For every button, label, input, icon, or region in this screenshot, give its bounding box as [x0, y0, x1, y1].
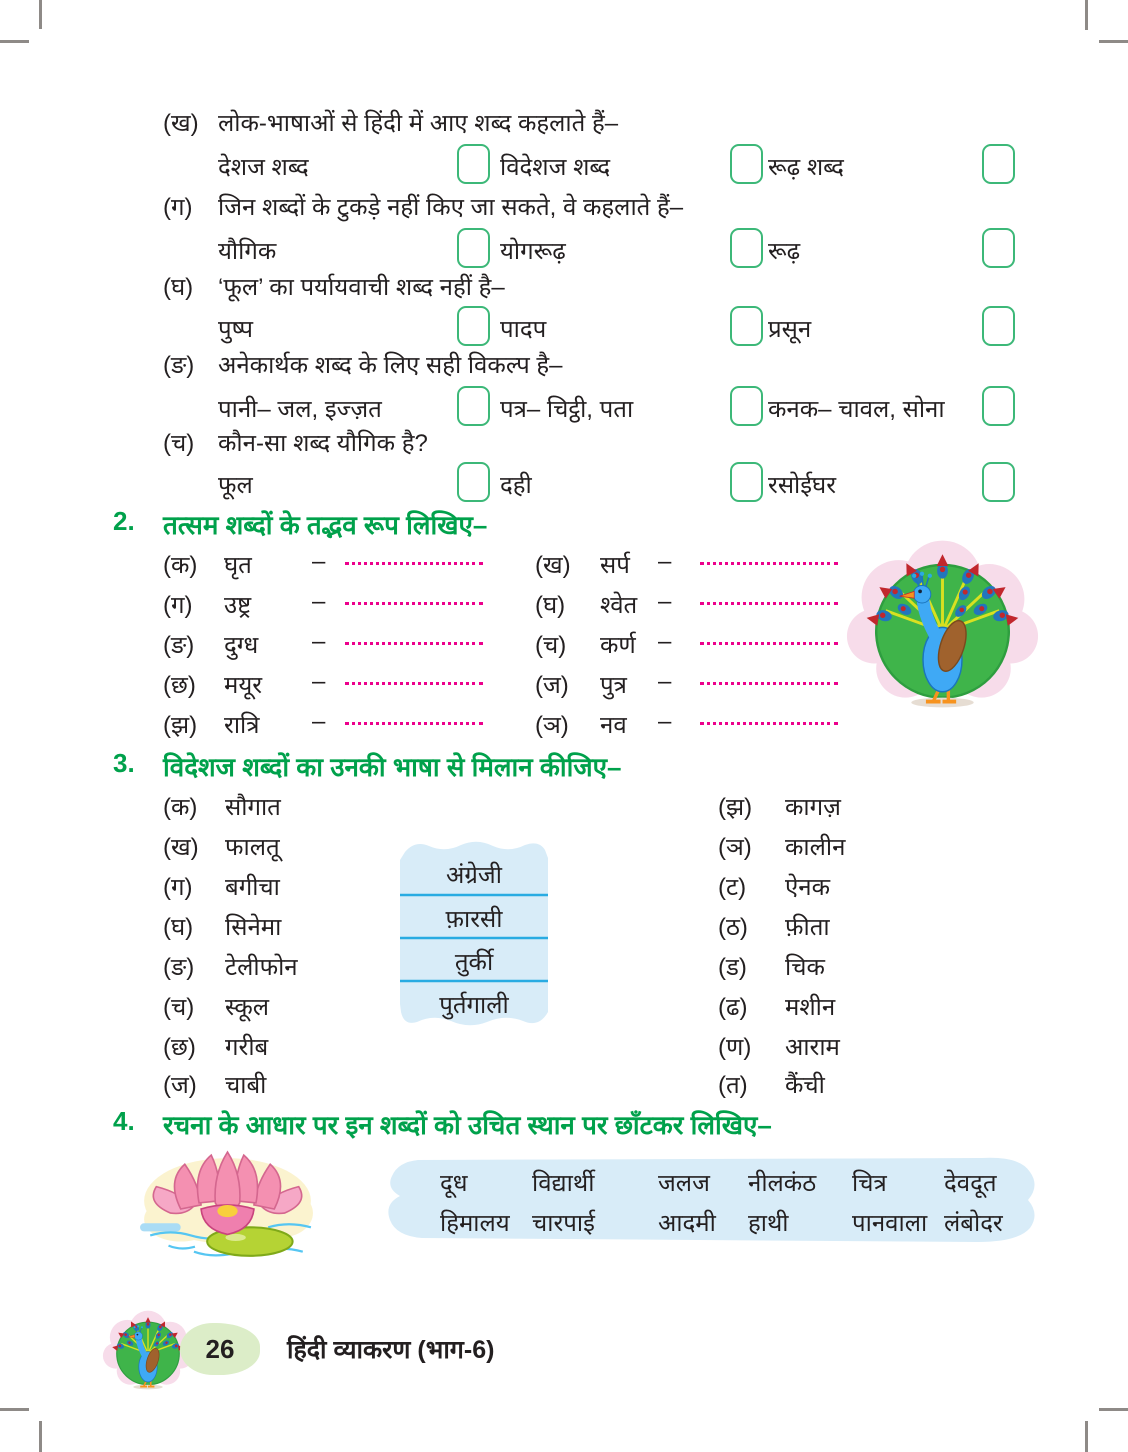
question-heading-text: तत्सम शब्दों के तद्भव रूप लिखिए– — [163, 510, 488, 540]
match-item: चाबी — [225, 1072, 267, 1099]
dash: – — [658, 588, 672, 615]
item-letter: (ग) — [163, 874, 193, 901]
answer-checkbox[interactable] — [457, 306, 490, 346]
match-item: कालीन — [785, 834, 846, 861]
option-label: विदेशज शब्द — [500, 154, 611, 181]
subquestion-letter: (ग) — [163, 194, 193, 221]
dash: – — [312, 628, 326, 655]
item-letter: (ण) — [718, 1034, 752, 1061]
crop-mark — [1085, 1421, 1088, 1452]
option-label: पानी– जल, इज्ज़त — [218, 396, 382, 423]
item-letter: (ख) — [163, 834, 199, 861]
answer-blank[interactable] — [700, 561, 838, 565]
item-letter: (ङ) — [163, 632, 195, 659]
word-bank-item: आदमी — [658, 1210, 716, 1237]
item-letter: (ग) — [163, 592, 193, 619]
answer-blank[interactable] — [345, 681, 483, 685]
word-bank-item: दूध — [440, 1170, 468, 1197]
match-item: आराम — [785, 1034, 840, 1061]
q2-row — [0, 708, 1128, 748]
options-row — [0, 462, 1128, 508]
match-row — [0, 830, 1128, 870]
option-label: प्रसून — [768, 316, 812, 343]
subquestion-text: जिन शब्दों के टुकड़े नहीं किए जा सकते, वे कहलाते हैं– — [218, 194, 684, 221]
item-letter: (ञ) — [718, 834, 752, 861]
subquestion-letter: (ङ) — [163, 352, 195, 379]
subquestion-text: अनेकार्थक शब्द के लिए सही विकल्प है– — [218, 352, 563, 379]
option-label: देशज शब्द — [218, 154, 309, 181]
item-letter: (ठ) — [718, 914, 748, 941]
crop-mark — [1099, 1408, 1128, 1411]
option-label: रूढ़ — [768, 238, 801, 265]
word-bank-row — [440, 1166, 1020, 1199]
match-row — [0, 790, 1128, 830]
answer-blank[interactable] — [345, 721, 483, 725]
answer-checkbox[interactable] — [982, 306, 1015, 346]
language-option: तुर्की — [454, 949, 494, 976]
match-item: स्कूल — [225, 994, 270, 1021]
question-heading-text: विदेशज शब्दों का उनकी भाषा से मिलान कीजिए– — [163, 752, 622, 782]
item-word: श्वेत — [600, 592, 638, 619]
answer-checkbox[interactable] — [730, 462, 763, 502]
match-item: बगीचा — [225, 874, 280, 901]
option-label: रसोईघर — [768, 472, 837, 499]
match-row — [0, 870, 1128, 910]
item-word: कर्ण — [600, 632, 636, 659]
answer-checkbox[interactable] — [982, 144, 1015, 184]
options-row — [0, 144, 1128, 190]
question-3-heading — [0, 748, 1128, 788]
option-label: दही — [500, 472, 532, 499]
item-letter: (क) — [163, 552, 198, 579]
item-letter: (क) — [163, 794, 198, 821]
word-bank — [378, 1150, 1040, 1250]
answer-checkbox[interactable] — [982, 228, 1015, 268]
word-bank-item: चारपाई — [532, 1210, 595, 1237]
subquestion — [0, 106, 1128, 142]
answer-blank[interactable] — [345, 641, 483, 645]
match-item: मशीन — [785, 994, 836, 1021]
answer-checkbox[interactable] — [730, 228, 763, 268]
word-bank-item: लंबोदर — [944, 1210, 1003, 1237]
dash: – — [658, 708, 672, 735]
item-word: उष्ट्र — [224, 592, 252, 619]
match-row — [0, 990, 1128, 1030]
answer-checkbox[interactable] — [730, 306, 763, 346]
item-letter: (च) — [163, 994, 195, 1021]
subquestion — [0, 348, 1128, 384]
options-row — [0, 228, 1128, 274]
match-item: सौगात — [225, 794, 281, 821]
option-label: पादप — [500, 316, 547, 343]
item-letter: (ङ) — [163, 954, 195, 981]
option-label: कनक– चावल, सोना — [768, 396, 945, 423]
option-label: पत्र– चिट्ठी, पता — [500, 396, 634, 423]
dash: – — [658, 548, 672, 575]
match-item: गरीब — [225, 1034, 269, 1061]
match-row — [0, 950, 1128, 990]
word-bank-item: पानवाला — [852, 1210, 928, 1237]
item-letter: (छ) — [163, 672, 196, 699]
answer-checkbox[interactable] — [457, 228, 490, 268]
word-bank-item: हाथी — [748, 1210, 789, 1237]
crop-mark — [39, 1421, 42, 1452]
dash: – — [312, 708, 326, 735]
answer-checkbox[interactable] — [730, 144, 763, 184]
answer-checkbox[interactable] — [457, 462, 490, 502]
match-item: ऐनक — [785, 874, 831, 901]
match-item: सिनेमा — [225, 914, 282, 941]
answer-checkbox[interactable] — [730, 386, 763, 426]
item-word: घृत — [224, 552, 252, 579]
answer-blank[interactable] — [700, 601, 838, 605]
subquestion-text: ‘फूल’ का पर्यायवाची शब्द नहीं है– — [218, 274, 505, 301]
item-letter: (झ) — [163, 712, 198, 739]
question-number: 2. — [113, 506, 135, 536]
dash: – — [658, 668, 672, 695]
dash: – — [312, 548, 326, 575]
answer-checkbox[interactable] — [982, 386, 1015, 426]
match-row — [0, 910, 1128, 950]
subquestion-letter: (च) — [163, 430, 195, 457]
crop-mark — [0, 40, 29, 43]
answer-blank[interactable] — [700, 721, 838, 725]
item-word: रात्रि — [224, 712, 260, 739]
option-label: योगरूढ़ — [500, 238, 566, 265]
match-item: चिक — [785, 954, 825, 981]
language-option: पुर्तगाली — [439, 992, 509, 1019]
subquestion-text: लोक-भाषाओं से हिंदी में आए शब्द कहलाते हैं– — [218, 110, 619, 137]
word-bank-item: चित्र — [852, 1170, 887, 1197]
question-heading-text: रचना के आधार पर इन शब्दों को उचित स्थान पर छाँटकर लिखिए– — [163, 1110, 772, 1140]
word-bank-item: जलज — [658, 1170, 710, 1197]
item-letter: (घ) — [163, 914, 194, 941]
item-letter: (छ) — [163, 1034, 196, 1061]
subquestion — [0, 426, 1128, 462]
language-box — [399, 836, 549, 1032]
item-letter: (घ) — [535, 592, 566, 619]
item-letter: (झ) — [718, 794, 753, 821]
answer-checkbox[interactable] — [982, 462, 1015, 502]
option-label: रूढ़ शब्द — [768, 154, 844, 181]
item-letter: (च) — [535, 632, 567, 659]
match-item: फ़ीता — [785, 914, 830, 941]
dash: – — [312, 588, 326, 615]
answer-blank[interactable] — [345, 601, 483, 605]
option-label: यौगिक — [218, 238, 277, 265]
peacock-icon — [845, 538, 1040, 710]
lotus-icon — [138, 1150, 316, 1267]
crop-mark — [0, 1408, 29, 1411]
subquestion — [0, 270, 1128, 306]
crop-mark — [1085, 0, 1088, 30]
item-word: दुग्ध — [224, 632, 259, 659]
subquestion-letter: (ख) — [163, 110, 199, 137]
answer-blank[interactable] — [345, 561, 483, 565]
word-bank-row — [440, 1206, 1020, 1239]
crop-mark — [39, 0, 42, 29]
page-number-badge: 26 — [180, 1323, 260, 1375]
match-row — [0, 1068, 1128, 1108]
option-label: पुष्प — [218, 316, 253, 343]
language-option: अंग्रेजी — [446, 862, 502, 889]
match-row — [0, 1030, 1128, 1070]
match-item: फालतू — [225, 834, 280, 861]
item-letter: (ज) — [163, 1072, 197, 1099]
question-number: 3. — [113, 748, 135, 778]
item-word: पुत्र — [600, 672, 627, 699]
word-bank-item: विद्यार्थी — [532, 1170, 595, 1197]
item-word: सर्प — [600, 552, 630, 579]
word-bank-item: देवदूत — [944, 1170, 997, 1197]
subquestion-text: कौन-सा शब्द यौगिक है? — [218, 430, 428, 457]
answer-checkbox[interactable] — [457, 144, 490, 184]
word-bank-item: हिमालय — [440, 1210, 510, 1237]
options-row — [0, 306, 1128, 352]
answer-blank[interactable] — [700, 681, 838, 685]
item-letter: (त) — [718, 1072, 748, 1099]
book-title: हिंदी व्याकरण (भाग-6) — [287, 1336, 495, 1364]
answer-checkbox[interactable] — [457, 386, 490, 426]
question-4-heading — [0, 1106, 1128, 1146]
subquestion-letter: (घ) — [163, 274, 194, 301]
dash: – — [312, 668, 326, 695]
dash: – — [658, 628, 672, 655]
item-letter: (ज) — [535, 672, 569, 699]
item-letter: (ञ) — [535, 712, 569, 739]
match-item: कैंची — [785, 1072, 825, 1099]
question-number: 4. — [113, 1106, 135, 1136]
item-letter: (ड) — [718, 954, 747, 981]
answer-blank[interactable] — [700, 641, 838, 645]
item-word: मयूर — [224, 672, 263, 699]
item-letter: (ढ) — [718, 994, 748, 1021]
language-option: फ़ारसी — [445, 906, 503, 933]
item-letter: (ट) — [718, 874, 747, 901]
crop-mark — [1099, 40, 1128, 43]
subquestion — [0, 190, 1128, 226]
item-word: नव — [600, 712, 627, 739]
option-label: फूल — [218, 472, 253, 499]
match-item: टेलीफोन — [225, 954, 298, 981]
match-item: कागज़ — [785, 794, 841, 821]
item-letter: (ख) — [535, 552, 571, 579]
word-bank-item: नीलकंठ — [748, 1170, 817, 1197]
